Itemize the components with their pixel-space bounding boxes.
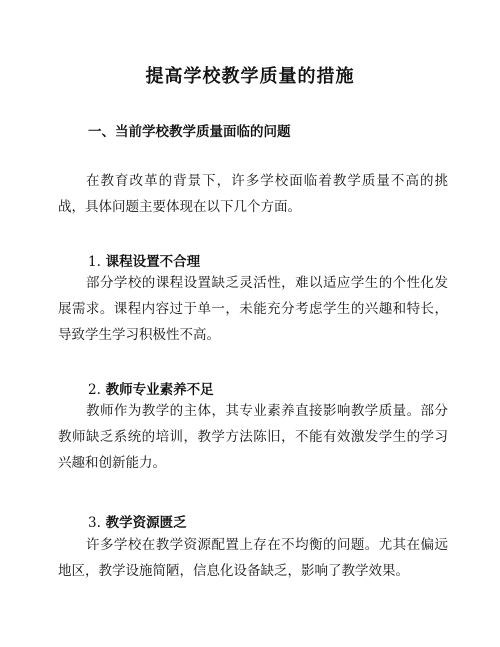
section-heading: 一、当前学校教学质量面临的问题 (88, 124, 291, 140)
intro-paragraph: 在教育改革的背景下，许多学校面临着教学质量不高的挑战，具体问题主要体现在以下几个方面。 (58, 173, 448, 215)
item-number-3: 3. (88, 515, 101, 531)
item-number-1: 1. (88, 254, 101, 270)
document-title: 提高学校教学质量的措施 (145, 66, 355, 87)
item-heading-3 (88, 511, 187, 531)
item-number-2: 2. (88, 382, 101, 398)
item-body-2: 教师作为教学的主体，其专业素养直接影响教学质量。部分教师缺乏系统的培训，教学方法陈旧，不能有效激发学生的学习兴趣和创新能力。 (58, 403, 448, 471)
item-body-1: 部分学校的课程设置缺乏灵活性，难以适应学生的个性化发展需求。课程内容过于单一，未能充分考虑学生的兴趣和特长，导致学生学习积极性不高。 (58, 275, 448, 343)
item-body-3: 许多学校在教学资源配置上存在不均衡的问题。尤其在偏远地区，教学设施简陋，信息化设备缺乏，影响了教学效果。 (58, 537, 448, 579)
item-heading-text-3: 教学资源匮乏 (105, 515, 187, 531)
item-heading-text-1: 课程设置不合理 (105, 254, 201, 270)
item-heading-1 (88, 250, 200, 270)
item-heading-2 (88, 378, 214, 398)
item-heading-text-2: 教师专业素养不足 (105, 382, 214, 398)
